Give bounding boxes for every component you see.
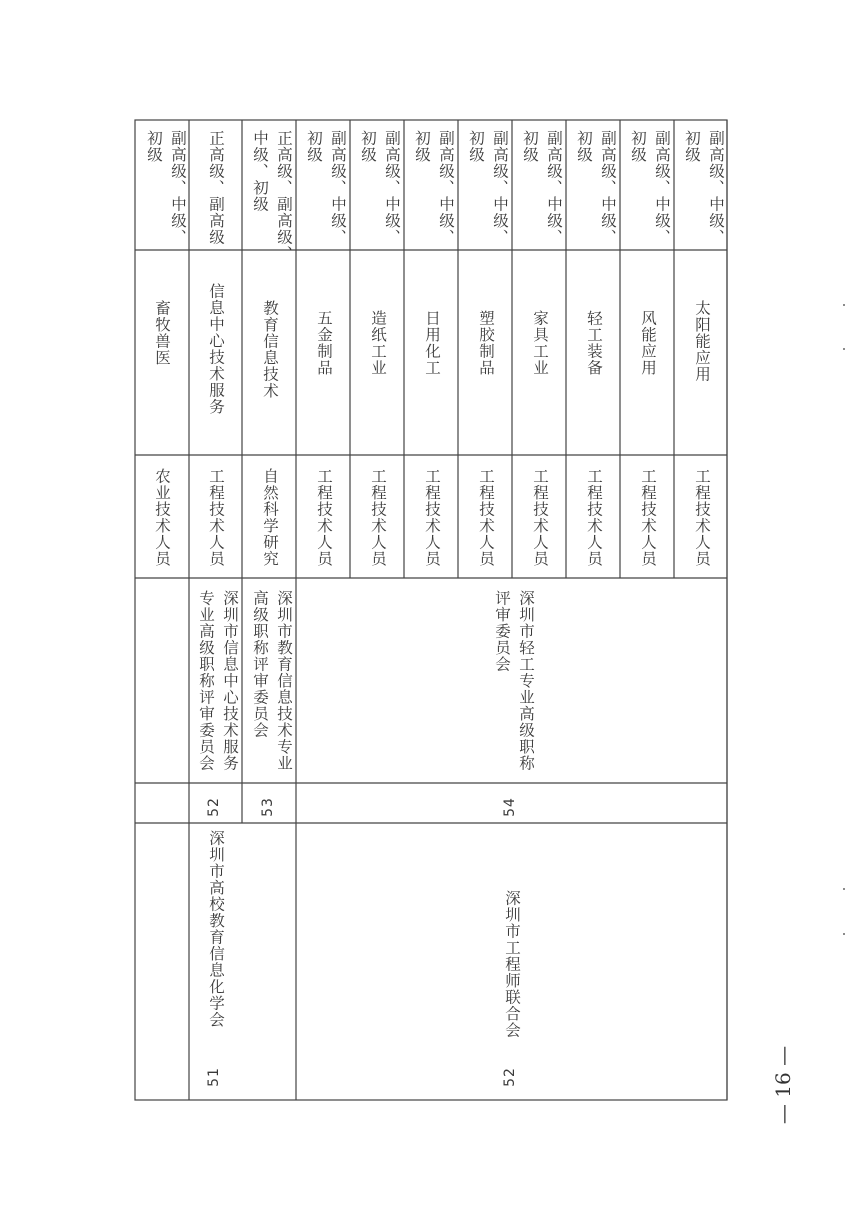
cell-specialty: 日用化工	[423, 310, 441, 376]
cell-series: 工程技术人员	[477, 468, 495, 567]
cell-association: 深圳市工程师联合会	[503, 890, 521, 1039]
cell-levels: 副高级、中级、 初级	[359, 130, 401, 246]
cell-committee: 深圳市教育信息技术专业 高级职称评审委员会	[251, 590, 293, 772]
cell-series: 工程技术人员	[207, 468, 225, 567]
cell-committee: 深圳市轻工专业高级职称 评审委员会	[493, 590, 535, 772]
cell-levels: 副高级、中级、 初级	[575, 130, 617, 246]
cell-series: 工程技术人员	[315, 468, 333, 567]
cell-levels: 副高级、中级、 初级	[305, 130, 347, 246]
cell-levels: 副高级、中级、 初级	[145, 130, 187, 246]
cell-specialty: 造纸工业	[369, 310, 387, 376]
cell-seq: 51	[205, 1067, 222, 1087]
cell-levels: 副高级、中级、 初级	[413, 130, 455, 246]
cell-specialty: 太阳能应用	[693, 300, 711, 383]
cell-series: 工程技术人员	[423, 468, 441, 567]
cell-specialty: 家具工业	[531, 310, 549, 376]
cell-committee-no: 53	[259, 797, 276, 817]
cell-levels: 副高级、中级、 初级	[629, 130, 671, 246]
cell-levels: 副高级、中级、 初级	[467, 130, 509, 246]
cell-committee: 深圳市信息中心技术服务 专业高级职称评审委员会	[197, 590, 239, 772]
cell-committee-no: 54	[501, 797, 518, 817]
page-number-text: — 16 —	[771, 1045, 796, 1125]
cell-specialty: 信息中心技术服务	[207, 283, 225, 415]
cell-committee-no: 52	[205, 797, 222, 817]
cell-seq: 52	[501, 1067, 518, 1087]
cell-specialty: 塑胶制品	[477, 310, 495, 376]
cell-series: 工程技术人员	[369, 468, 387, 567]
cell-association: 深圳市高校教育信息化学会	[207, 830, 225, 1028]
scan-speck	[843, 933, 845, 935]
cell-series: 工程技术人员	[693, 468, 711, 567]
scan-speck	[843, 888, 845, 890]
cell-series: 自然科学研究	[261, 468, 279, 567]
cell-specialty: 五金制品	[315, 310, 333, 376]
cell-series: 工程技术人员	[531, 468, 549, 567]
cell-specialty: 教育信息技术	[261, 300, 279, 399]
cell-specialty: 轻工装备	[585, 310, 603, 376]
scan-speck	[843, 304, 845, 306]
scan-speck	[843, 348, 845, 350]
cell-specialty: 风能应用	[639, 310, 657, 376]
cell-specialty: 畜牧兽医	[153, 300, 171, 366]
cell-series: 农业技术人员	[153, 468, 171, 567]
cell-levels: 副高级、中级、 初级	[683, 130, 725, 246]
cell-levels: 副高级、中级、 初级	[521, 130, 563, 246]
cell-levels: 正高级、副高级、 中级、初级	[251, 130, 293, 262]
cell-series: 工程技术人员	[639, 468, 657, 567]
cell-levels: 正高级、副高级	[207, 130, 225, 246]
page-number	[763, 1040, 803, 1130]
cell-series: 工程技术人员	[585, 468, 603, 567]
